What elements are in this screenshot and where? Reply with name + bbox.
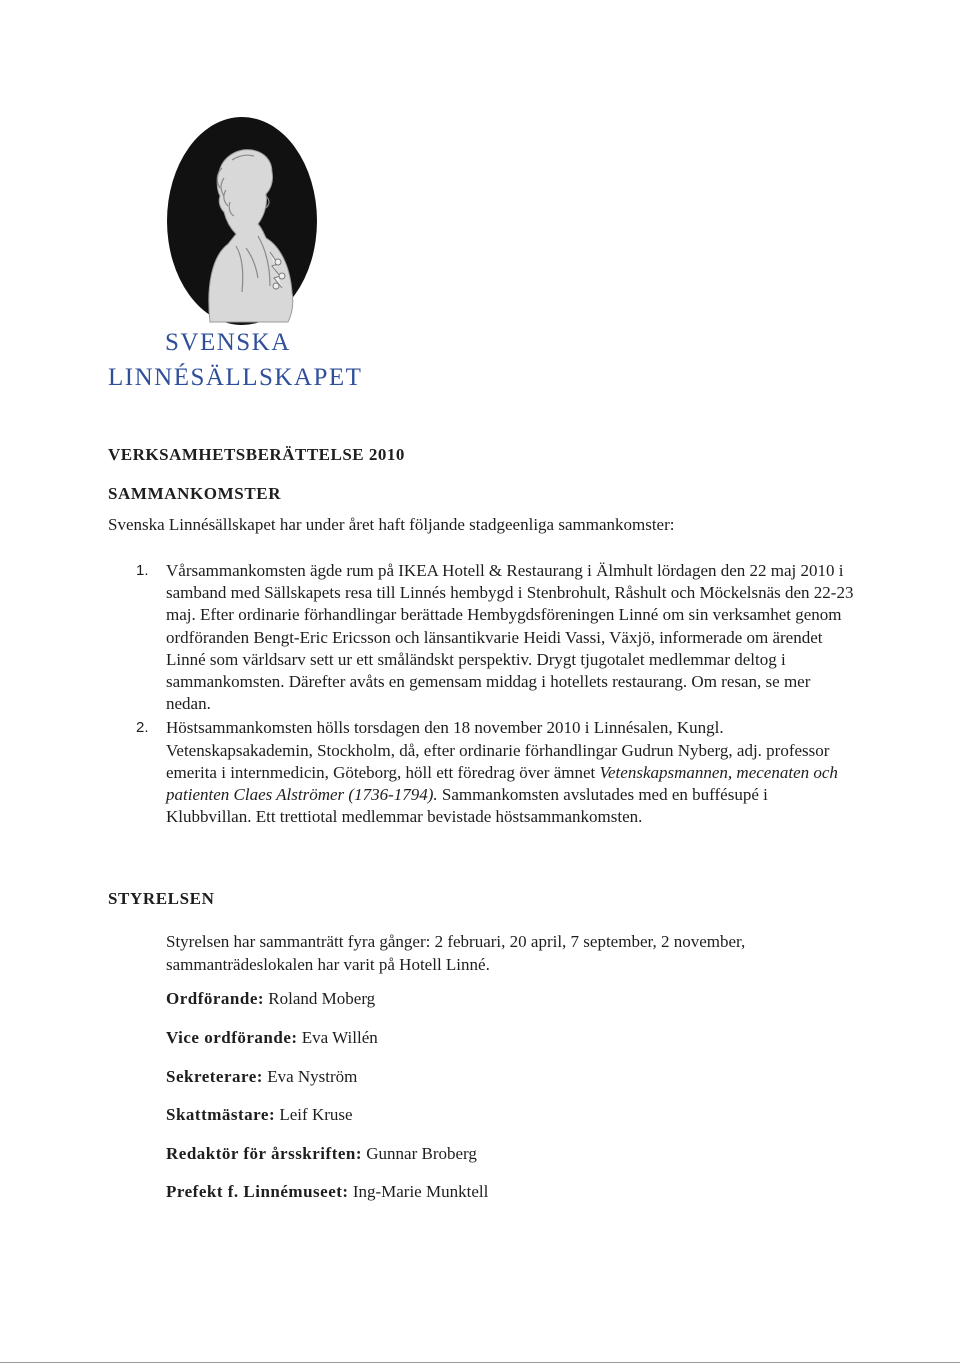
meeting-text-after: Sammankomsten avslutades med en buffésupé i Klubbvillan. Ett trettiotal medlemmar bevistade höstsammankomsten.	[166, 785, 768, 827]
logotype-line-2: LINNÉSÄLLSKAPET	[108, 364, 363, 391]
officer-row	[166, 1144, 477, 1164]
meeting-item-2	[136, 717, 856, 828]
meeting-text-before: Höstsammankomsten hölls torsdagen den 18 november 2010 i Linnésalen, Kungl. Vetenskapsakademin, Stockholm, då, efter ordinarie förhandlingar Gudrun Nyberg, adj. professor emerita i internmedicin, Göteborg, höll ett föredrag över ämnet	[166, 718, 830, 782]
officer-row	[166, 1182, 488, 1202]
officer-row	[166, 1067, 357, 1087]
list-number: 1.	[136, 562, 149, 579]
scan-edge-line	[0, 1362, 960, 1363]
officer-name: Roland Moberg	[268, 989, 376, 1008]
list-number: 2.	[136, 719, 149, 737]
meeting-text: Vårsammankomsten ägde rum på IKEA Hotell & Restaurang i Älmhult lördagen den 22 maj 2010 i samband med Sällskapets resa till Linnés hembygd i Stenbrohult, Råshult och Möckelsnäs den 22-23 maj. Efter ordinarie förhandlingar berättade Hembygdsföreningen Linné om sin verksamhet genom ordföranden Bengt-Eric Ericsson och länsantikvarie Heidi Vassi, Växjö, informerade om ärendet Linné som världsarv sett ur ett småländskt perspektiv. Drygt tjugotalet medlemmar deltog i sammankomsten. Därefter avåts en gemensam middag i hotellets restaurang. Om resan, se mer nedan.	[166, 561, 854, 714]
society-logotype	[108, 330, 362, 390]
officer-role: Skattmästare:	[166, 1105, 276, 1124]
board-paragraph: Styrelsen har sammanträtt fyra gånger: 2 februari, 20 april, 7 september, 2 november, sammanträdeslokalen har varit på Hotell Linné.	[166, 932, 746, 974]
officer-name: Leif Kruse	[279, 1105, 353, 1124]
officer-row	[166, 1028, 378, 1048]
officer-role: Vice ordförande:	[166, 1028, 298, 1047]
officer-name: Ing-Marie Munktell	[352, 1182, 489, 1201]
officer-row	[166, 1105, 353, 1125]
officer-name: Eva Nyström	[267, 1067, 358, 1086]
logotype-line-1: SVENSKA	[165, 329, 291, 356]
officer-name: Gunnar Broberg	[366, 1144, 477, 1163]
report-title: VERKSAMHETSBERÄTTELSE 2010	[108, 445, 405, 464]
section-heading-sammankomster: SAMMANKOMSTER	[108, 484, 282, 503]
intro-paragraph: Svenska Linnésällskapet har under året haft följande stadgeenliga sammankomster:	[108, 515, 675, 534]
officer-role: Redaktör för årsskriften:	[166, 1144, 363, 1163]
officer-name: Eva Willén	[301, 1028, 378, 1047]
linnaeus-portrait-emblem	[166, 116, 318, 326]
officer-row	[166, 989, 375, 1009]
section-heading-styrelsen: STYRELSEN	[108, 889, 215, 908]
meeting-list	[136, 560, 856, 830]
officer-role: Prefekt f. Linnémuseet:	[166, 1182, 349, 1201]
meeting-item-1	[136, 560, 856, 715]
officer-role: Sekreterare:	[166, 1067, 263, 1086]
lecture-title: Vetenskapsmannen, mecenaten och patienten Claes Alströmer (1736-1794).	[166, 762, 838, 805]
officer-role: Ordförande:	[166, 989, 265, 1008]
